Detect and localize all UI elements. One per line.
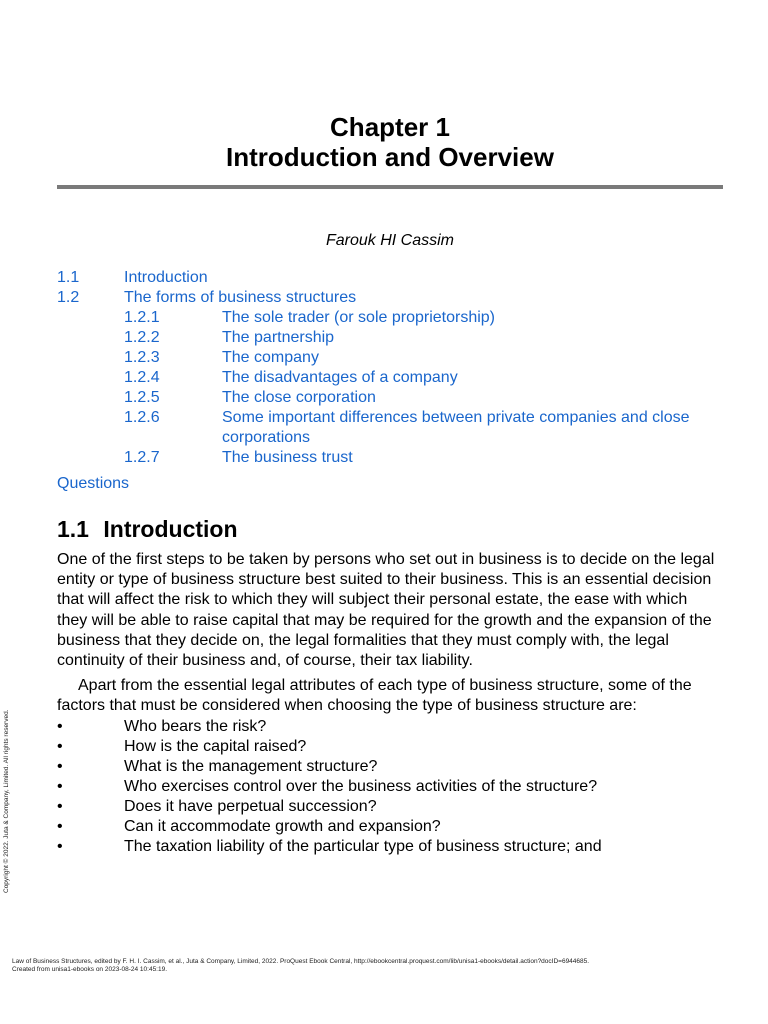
paragraph: Apart from the essential legal attributes of each type of business structure, some of the factors that must be considered when choosing the type of business structure are: bbox=[57, 677, 692, 715]
chapter-author: Farouk HI Cassim bbox=[325, 232, 455, 249]
section-number: 1.1 bbox=[57, 516, 89, 542]
toc-item-number: 1.1 bbox=[57, 269, 80, 286]
toc-item-label: The sole trader (or sole proprietorship) bbox=[222, 309, 496, 326]
toc-subitem[interactable] bbox=[57, 348, 737, 368]
toc-item-label: The forms of business structures bbox=[124, 289, 357, 306]
title-divider bbox=[57, 185, 723, 189]
footer-created: Created from unisa1-ebooks on 2023-08-24 10:45:19. bbox=[12, 966, 168, 973]
toc-subitem[interactable] bbox=[57, 308, 737, 328]
toc-item-label: The close corporation bbox=[222, 389, 376, 406]
footer-citation: Law of Business Structures, edited by F. H. I. Cassim, et al., Juta & Company, Limited, 2022. ProQuest Ebook Central, http://ebookcentral.proquest.com/lib/unisa1-ebooks/detail.action?docID=6944685. bbox=[12, 958, 590, 965]
bullet: • bbox=[57, 777, 63, 795]
bullet: • bbox=[57, 817, 63, 835]
toc-item-number: 1.2.1 bbox=[124, 309, 160, 326]
paragraph: One of the first steps to be taken by persons who set out in business is to decide on the legal entity or type of business structure best suited to their business. This is an essential decision that will affect the risk to which they will subject their personal estate, the ease with which they will be able to raise capital that may be required for the growth and the expansion of the business that they decide on, the legal formalities that they must comply with, the legal continuity of their business and, of course, their tax liability. bbox=[57, 551, 715, 670]
list-item-text: Who bears the risk? bbox=[124, 717, 267, 735]
list-item-text: Can it accommodate growth and expansion? bbox=[124, 817, 441, 835]
list-item bbox=[57, 757, 719, 777]
list-item bbox=[57, 777, 719, 797]
bullet: • bbox=[57, 737, 63, 755]
toc-item[interactable] bbox=[57, 288, 737, 308]
bullet: • bbox=[57, 717, 63, 735]
toc-item-number: 1.2 bbox=[57, 289, 80, 306]
toc-item-label: Some important differences between private companies and close corporations bbox=[222, 409, 690, 446]
list-item bbox=[57, 837, 719, 857]
toc-subitem[interactable] bbox=[57, 368, 737, 388]
bullet: • bbox=[57, 837, 63, 855]
copyright-notice: Copyright © 2022. Juta & Company, Limited. All rights reserved. bbox=[3, 709, 10, 893]
toc-item-label: The business trust bbox=[222, 449, 353, 466]
list-item-text: The taxation liability of the particular type of business structure; and bbox=[124, 837, 602, 855]
toc-item-label: Introduction bbox=[124, 269, 208, 286]
toc-subitem[interactable] bbox=[57, 388, 737, 408]
toc-item-number: 1.2.4 bbox=[124, 369, 160, 386]
toc-subitem[interactable] bbox=[57, 328, 737, 348]
toc-item-number: 1.2.5 bbox=[124, 389, 160, 406]
page-footer bbox=[12, 958, 589, 974]
toc-item-number: 1.2.7 bbox=[124, 449, 160, 466]
bullet: • bbox=[57, 797, 63, 815]
toc-item-label: The company bbox=[222, 349, 319, 366]
list-item bbox=[57, 717, 719, 737]
list-item bbox=[57, 737, 719, 757]
toc-item-number: 1.2.3 bbox=[124, 349, 160, 366]
table-of-contents bbox=[57, 268, 737, 494]
list-item-text: Who exercises control over the business activities of the structure? bbox=[124, 777, 598, 795]
toc-item-number: 1.2.2 bbox=[124, 329, 160, 346]
toc-item[interactable] bbox=[57, 268, 737, 288]
list-item-text: What is the management structure? bbox=[124, 757, 378, 775]
list-item bbox=[57, 797, 719, 817]
toc-item-label: The disadvantages of a company bbox=[222, 369, 458, 386]
list-item-text: Does it have perpetual succession? bbox=[124, 797, 377, 815]
toc-item-number: 1.2.6 bbox=[124, 409, 160, 426]
list-item-text: How is the capital raised? bbox=[124, 737, 307, 755]
section-heading bbox=[57, 515, 238, 543]
factor-list bbox=[57, 717, 719, 857]
toc-questions-link[interactable]: Questions bbox=[57, 475, 130, 492]
chapter-label: Chapter 1 bbox=[330, 112, 450, 142]
toc-subitem[interactable] bbox=[57, 408, 737, 448]
toc-subitem[interactable] bbox=[57, 448, 737, 468]
section-body bbox=[57, 550, 719, 857]
bullet: • bbox=[57, 757, 63, 775]
toc-item-label: The partnership bbox=[222, 329, 335, 346]
list-item bbox=[57, 817, 719, 837]
chapter-name: Introduction and Overview bbox=[226, 142, 554, 172]
section-title: Introduction bbox=[103, 516, 238, 542]
chapter-title bbox=[0, 112, 768, 172]
